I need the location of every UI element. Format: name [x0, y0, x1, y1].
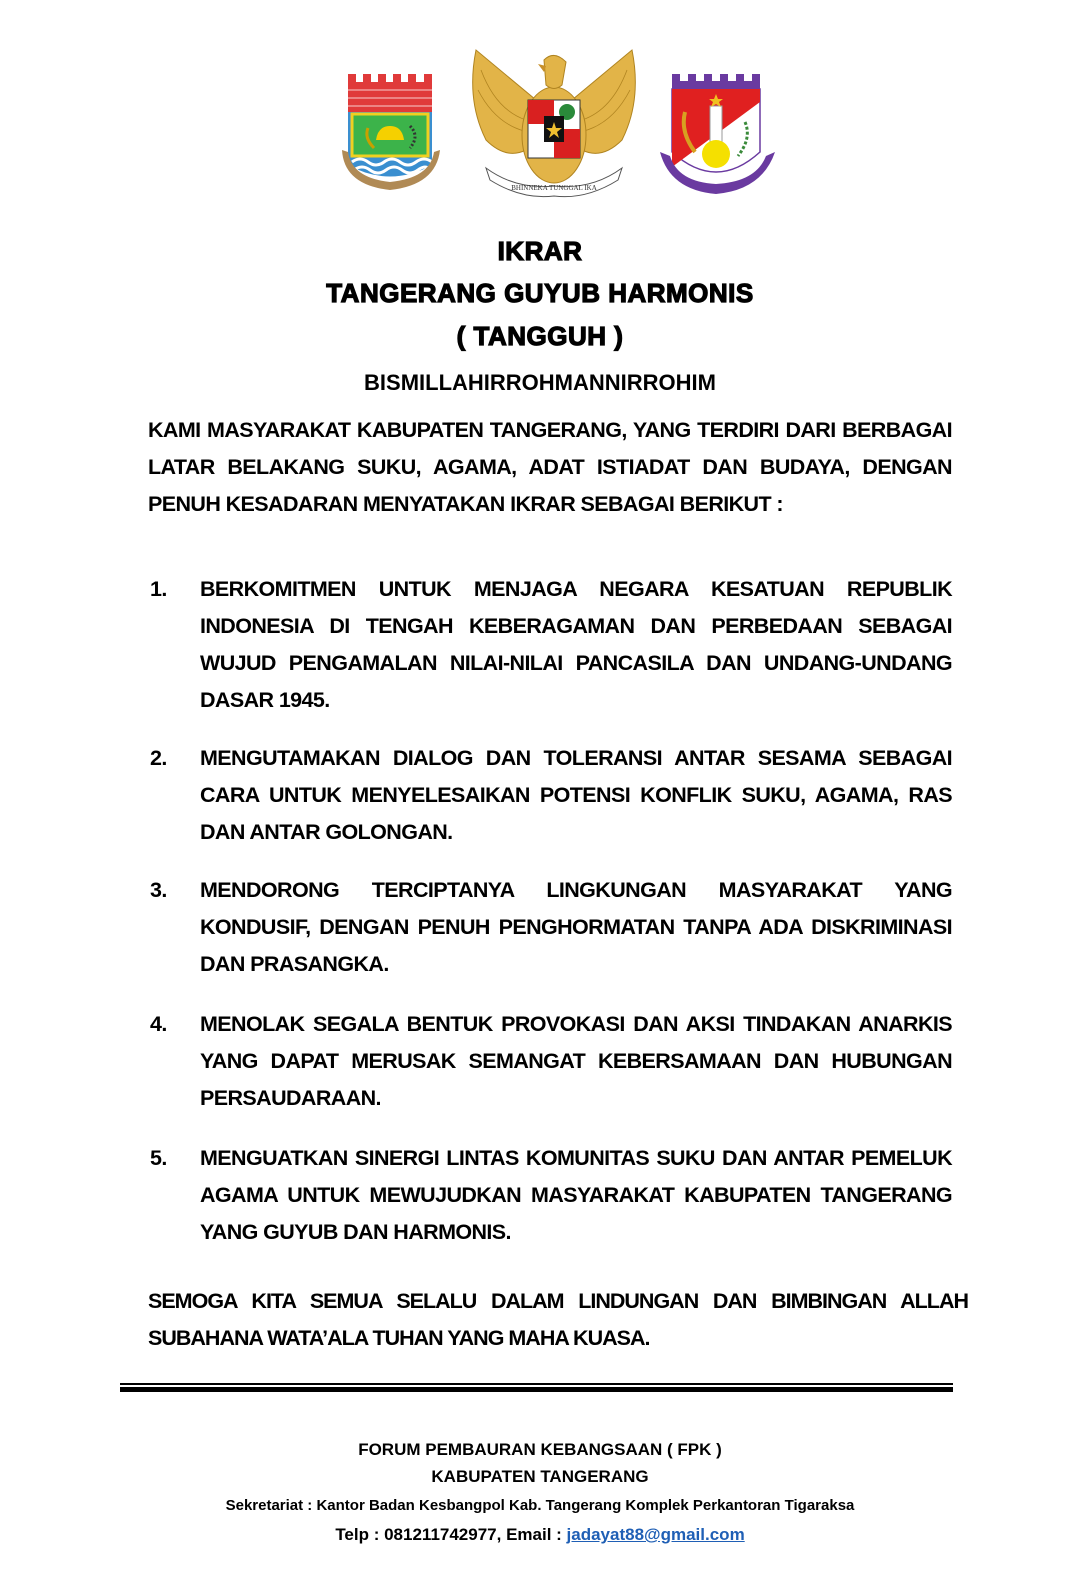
pledge-text: BERKOMITMEN UNTUK MENJAGA NEGARA KESATUAN REPUBLIK INDONESIA DI TENGAH KEBERAGAMAN DAN PERBEDAAN SEBAGAI WUJUD PENGAMALAN NILAI-NILAI PANCASILA DAN UNDANG-UNDANG DASAR 1945.	[200, 577, 952, 712]
pledge-number: 3.	[150, 878, 167, 902]
pledge-item	[148, 872, 952, 983]
footer-divider-thin	[120, 1383, 953, 1385]
pledge-text: MENGUATKAN SINERGI LINTAS KOMUNITAS SUKU DAN ANTAR PEMELUK AGAMA UNTUK MEWUJUDKAN MASYARAKAT KABUPATEN TANGERANG YANG GUYUB DAN HARMONIS.	[200, 1146, 952, 1244]
pledge-number: 5.	[150, 1146, 167, 1170]
pledge-item	[148, 571, 952, 719]
pledge-item	[148, 1006, 952, 1117]
intro-paragraph: KAMI MASYARAKAT KABUPATEN TANGERANG, YANG TERDIRI DARI BERBAGAI LATAR BELAKANG SUKU, AGAMA, ADAT ISTIADAT DAN BUDAYA, DENGAN PENUH KESADARAN MENYATAKAN IKRAR SEBAGAI BERIKUT :	[148, 418, 952, 516]
footer-org-name: FORUM PEMBAURAN KEBANGSAAN ( FPK )	[358, 1440, 722, 1459]
pledge-number: 1.	[150, 577, 167, 601]
bismillah-line: BISMILLAHIRROHMANNIRROHIM	[364, 370, 716, 395]
logo-row	[0, 40, 1080, 205]
document-acronym: ( TANGGUH )	[456, 321, 624, 351]
pledge-number: 2.	[150, 746, 167, 770]
closing-prayer: SEMOGA KITA SEMUA SELALU DALAM LINDUNGAN DAN BIMBINGAN ALLAH SUBAHANA WATA’ALA TUHAN YANG MAHA KUASA.	[148, 1289, 968, 1350]
kabupaten-tangerang-logo	[340, 70, 448, 195]
footer-divider-thick	[120, 1387, 953, 1392]
footer-contact	[0, 1525, 1080, 1545]
garuda-pancasila-emblem	[466, 40, 642, 202]
document-title: IKRAR	[497, 236, 583, 266]
pledge-text: MENDORONG TERCIPTANYA LINGKUNGAN MASYARAKAT YANG KONDUSIF, DENGAN PENUH PENGHORMATAN TANPA ADA DISKRIMINASI DAN PRASANGKA.	[200, 878, 952, 976]
footer-region: KABUPATEN TANGERANG	[431, 1467, 649, 1486]
pledge-item	[148, 1140, 952, 1251]
pledge-item	[148, 740, 952, 851]
pledge-text: MENOLAK SEGALA BENTUK PROVOKASI DAN AKSI TINDAKAN ANARKIS YANG DAPAT MERUSAK SEMANGAT KEBERSAMAAN DAN HUBUNGAN PERSAUDARAAN.	[200, 1012, 952, 1110]
footer-address: Sekretariat : Kantor Badan Kesbangpol Kab. Tangerang Komplek Perkantoran Tigaraksa	[225, 1497, 855, 1514]
fpk-emblem	[660, 72, 775, 198]
garuda-motto: BHINNEKA TUNGGAL IKA	[511, 184, 597, 192]
email-link[interactable]: jadayat88@gmail.com	[566, 1525, 745, 1544]
document-subtitle: TANGERANG GUYUB HARMONIS	[326, 278, 754, 308]
pledge-number: 4.	[150, 1012, 167, 1036]
pledge-text: MENGUTAMAKAN DIALOG DAN TOLERANSI ANTAR SESAMA SEBAGAI CARA UNTUK MENYELESAIKAN POTENSI KONFLIK SUKU, AGAMA, RAS DAN ANTAR GOLONGAN.	[200, 746, 952, 844]
footer-phone: Telp : 081211742977, Email :	[335, 1525, 567, 1544]
